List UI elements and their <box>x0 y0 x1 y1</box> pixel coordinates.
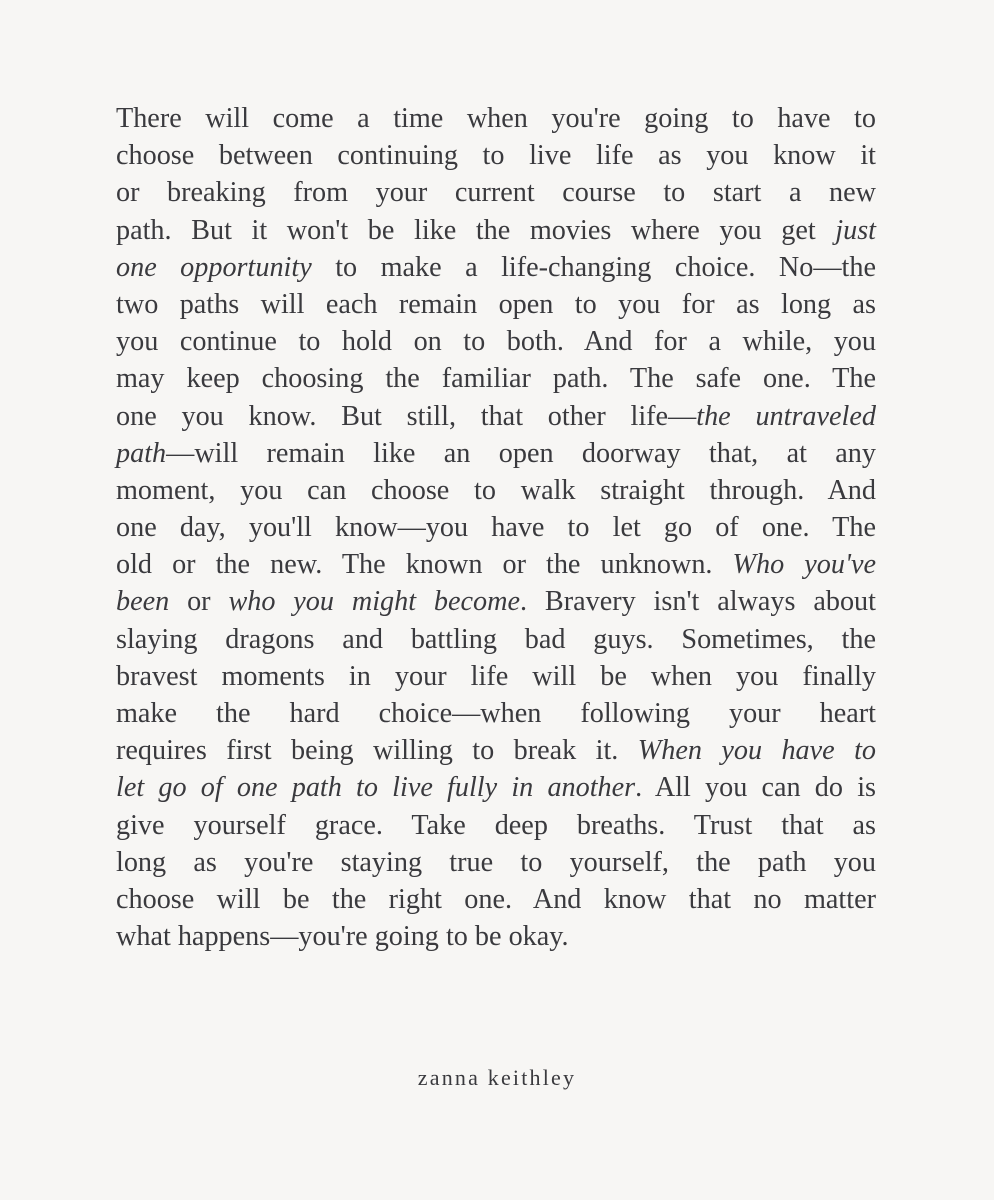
quote-line <box>116 546 876 583</box>
quote-segment: . Bravery isn't always about <box>520 586 876 618</box>
quote-line <box>116 323 876 360</box>
quote-segment: There will come a time when you're going to have to <box>116 103 876 134</box>
quote-segment: to make a life-changing choice. No—the <box>311 251 876 283</box>
quote-segment: bravest moments in your life will be when you finally <box>116 660 876 692</box>
quote-emphasis: When you have to <box>637 735 876 767</box>
quote-segment: give yourself grace. Take deep breaths. Trust that as <box>116 809 876 841</box>
quote-line <box>116 137 876 174</box>
quote-line <box>116 398 876 435</box>
quote-line <box>116 286 876 323</box>
quote-line <box>116 732 876 769</box>
quote-segment: old or the new. The known or the unknown. <box>116 549 733 581</box>
quote-segment: two paths will each remain open to you for as long as <box>116 288 876 320</box>
quote-segment: what happens—you're going to be okay. <box>116 921 569 953</box>
quote-emphasis: who you might become <box>228 586 520 618</box>
quote-line <box>116 174 876 211</box>
quote-segment: choose between continuing to live life as you know it <box>116 140 876 172</box>
quote-segment: requires first being willing to break it. <box>116 735 638 767</box>
quote-line <box>116 658 876 695</box>
quote-segment: . All you can do is <box>635 772 876 804</box>
quote-text <box>116 100 876 955</box>
quote-emphasis: been <box>116 586 170 618</box>
quote-segment: long as you're staying true to yourself, the path you <box>116 846 876 878</box>
quote-line <box>116 249 876 286</box>
quote-segment: —will remain like an open doorway that, at any <box>166 437 876 469</box>
quote-line <box>116 583 876 620</box>
quote-segment: one you know. But still, that other life— <box>116 400 697 432</box>
quote-segment: or breaking from your current course to start a new <box>116 177 876 209</box>
quote-segment: may keep choosing the familiar path. The safe one. The <box>116 363 876 395</box>
quote-line <box>116 844 876 881</box>
quote-line <box>116 435 876 472</box>
quote-segment: choose will be the right one. And know that no matter <box>116 883 876 915</box>
quote-segment: or <box>169 586 229 618</box>
quote-segment: moment, you can choose to walk straight through. And <box>116 474 876 506</box>
quote-segment: you continue to hold on to both. And for a while, you <box>116 326 876 358</box>
quote-emphasis: one opportunity <box>116 251 312 283</box>
quote-line <box>116 212 876 249</box>
quote-segment: make the hard choice—when following your heart <box>116 698 876 729</box>
quote-line <box>116 100 876 137</box>
quote-line <box>116 695 876 732</box>
quote-emphasis: just <box>835 214 876 246</box>
quote-emphasis: Who you've <box>732 549 877 581</box>
quote-line <box>116 360 876 397</box>
quote-line <box>116 472 876 509</box>
quote-segment: slaying dragons and battling bad guys. Sometimes, the <box>116 623 876 655</box>
quote-segment: one day, you'll know—you have to let go of one. The <box>116 512 876 544</box>
quote-segment: path. But it won't be like the movies where you get <box>116 214 836 246</box>
quote-line <box>116 881 876 918</box>
quote-line <box>116 918 876 955</box>
quote-emphasis: the untraveled <box>696 400 876 432</box>
quote-line <box>116 509 876 546</box>
quote-emphasis: path <box>116 437 167 469</box>
author-name: zanna keithley <box>417 1065 577 1090</box>
quote-line <box>116 769 876 806</box>
quote-line <box>116 621 876 658</box>
quote-line <box>116 807 876 844</box>
quote-emphasis: let go of one path to live fully in another <box>116 772 636 804</box>
